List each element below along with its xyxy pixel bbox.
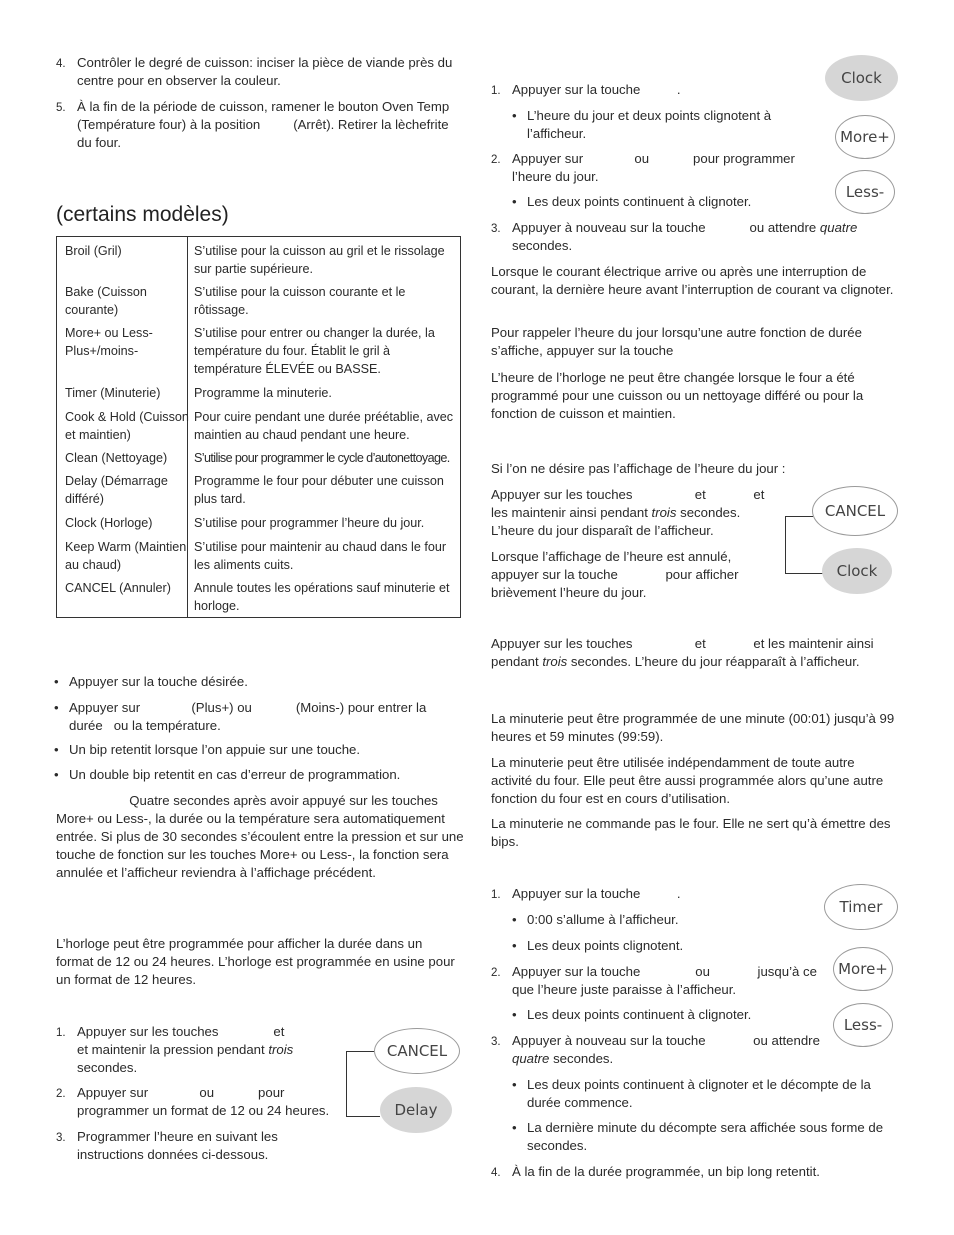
paragraph: La minuterie peut être utilisée indépendamment de toute autre activité du four. Elle peut être aussi programmée alors qu’une autre fonction du four est en cours d’utilisation. xyxy=(491,755,884,806)
table-desc: S’utilise pour programmer le cycle d’autonettoyage. xyxy=(194,451,450,465)
table-desc: S’utilise pour maintenir au chaud dans le four les aliments cuits. xyxy=(194,540,447,572)
text-emphasis: trois xyxy=(651,505,677,520)
text-part: pendant xyxy=(491,654,543,669)
step-number: 1. xyxy=(491,85,501,97)
step-number: 1. xyxy=(56,1027,66,1039)
step-text xyxy=(77,1041,367,1059)
step-text: Contrôler le degré de cuisson: inciser la pièce de viande près du centre pour en observer la couleur. xyxy=(77,55,453,88)
step-number: 2. xyxy=(56,1088,66,1100)
table-key: Broil (Gril) xyxy=(65,244,122,258)
step-number: 3. xyxy=(56,1132,66,1144)
step-text: Programmer l’heure en suivant les xyxy=(77,1129,278,1144)
timer-button[interactable]: Timer xyxy=(824,884,898,930)
clock-format-paragraph: L’horloge peut être programmée pour afficher la durée dans un format de 12 ou 24 heures. L’horloge est programmée en usine pour un format de 12 heures. xyxy=(56,936,455,987)
step-text: Appuyer sur les touches et xyxy=(77,1024,285,1039)
bracket-line xyxy=(785,573,823,574)
step-text-part: et maintenir la pression pendant xyxy=(77,1042,269,1057)
step-number: 3. xyxy=(491,223,501,235)
step-text: Appuyer à nouveau sur la touche ou attendre xyxy=(512,1033,820,1048)
bullet-item: • Les deux points continuent à clignoter. xyxy=(527,1006,807,1024)
step-text-emphasis: quatre xyxy=(819,220,858,235)
text-emphasis: trois xyxy=(542,654,568,669)
bracket-line xyxy=(346,1116,380,1117)
step-number: 4. xyxy=(56,58,66,70)
more-button[interactable]: More+ xyxy=(833,947,893,991)
step-text: Appuyer sur ou pour programmer l’heure du jour. xyxy=(512,151,799,184)
bullet-item: • Les deux points continuent à clignoter. xyxy=(527,193,797,211)
paragraph: Lorsque le courant électrique arrive ou après une interruption de courant, la dernière heure avant l’interruption de courant va clignoter. xyxy=(491,264,894,297)
step-number: 4. xyxy=(491,1167,501,1179)
paragraph: La minuterie ne commande pas le four. Elle ne sert qu’à émettre des bips. xyxy=(491,816,891,849)
bullet-item: • Un double bip retentit en cas d’erreur de programmation. xyxy=(69,766,459,784)
step-text: instructions données ci-dessous. xyxy=(77,1147,269,1162)
less-button[interactable]: Less- xyxy=(833,1003,893,1047)
step-text-emphasis: quatre xyxy=(512,1051,550,1066)
step-text-part: secondes. xyxy=(512,238,573,253)
cancel-button[interactable]: CANCEL xyxy=(812,486,898,536)
bracket-line xyxy=(346,1051,374,1052)
bullet-item: • 0:00 s’allume à l’afficheur. xyxy=(527,911,807,929)
table-key: Clean (Nettoyage) xyxy=(65,451,168,465)
table-key: Cook & Hold (Cuisson et maintien) xyxy=(65,410,189,442)
step-number: 2. xyxy=(491,154,501,166)
table-desc: S’utilise pour la cuisson au gril et le rissolage sur partie supérieure. xyxy=(194,244,445,276)
paragraph-line: appuyer sur la touche pour afficher xyxy=(491,567,739,582)
text-part: secondes. L’heure du jour réapparaît à l’afficheur. xyxy=(567,654,860,669)
step-text: À la fin de la période de cuisson, ramener le bouton Oven Temp (Température four) à la position (Arrêt). Retirer la lèchefrite du four. xyxy=(77,99,453,150)
paragraph: L’heure de l’horloge ne peut être changée lorsque le four a été programmé pour une cuisson ou un nettoyage différé ou pour la fonction de cuisson et maintien. xyxy=(491,370,864,421)
text-part: les maintenir ainsi pendant xyxy=(491,505,652,520)
bracket-line xyxy=(346,1051,347,1117)
more-button[interactable]: More+ xyxy=(835,115,895,159)
table-desc: Pour cuire pendant une durée préétablie, avec maintien au chaud pendant une heure. xyxy=(194,410,454,442)
text-part: secondes. xyxy=(676,505,741,520)
step-text: secondes. xyxy=(77,1060,138,1075)
table-key: Delay (Démarrage différé) xyxy=(65,474,168,506)
step-number: 5. xyxy=(56,102,66,114)
bullet-item: • L’heure du jour et deux points clignotent à l’afficheur. xyxy=(527,107,797,143)
table-key: Bake (Cuisson courante) xyxy=(65,285,147,317)
paragraph-line xyxy=(491,653,911,671)
step-text: Appuyer sur ou pour xyxy=(77,1085,285,1100)
paragraph-line: Lorsque l’affichage de l’heure est annulé, xyxy=(491,549,732,564)
bullet-item: • Un bip retentit lorsque l’on appuie sur une touche. xyxy=(69,741,459,759)
table-key: More+ ou Less- Plus+/moins- xyxy=(65,326,153,358)
clock-button[interactable]: Clock xyxy=(825,55,898,101)
paragraph: Pour rappeler l’heure du jour lorsqu’une autre fonction de durée s’affiche, appuyer sur la touche xyxy=(491,325,862,358)
paragraph-line: Appuyer sur les touches et et les maintenir ainsi xyxy=(491,636,874,651)
table-key: Clock (Horloge) xyxy=(65,516,153,530)
table-desc: S’utilise pour la cuisson courante et le rôtissage. xyxy=(194,285,406,317)
bullet-item: • Les deux points clignotent. xyxy=(527,937,807,955)
cancel-button[interactable]: CANCEL xyxy=(374,1028,460,1074)
paragraph-line: brièvement l’heure du jour. xyxy=(491,585,647,600)
step-number: 1. xyxy=(491,889,501,901)
less-button[interactable]: Less- xyxy=(835,170,895,214)
clock-button[interactable]: Clock xyxy=(822,548,892,594)
bullet-item: • Les deux points continuent à clignoter et le décompte de la durée commence. xyxy=(527,1076,897,1112)
section-heading: (certains modèles) xyxy=(56,203,229,226)
paragraph-line: L’heure du jour disparaît de l’afficheur. xyxy=(491,523,714,538)
step-text: programmer un format de 12 ou 24 heures. xyxy=(77,1103,330,1118)
table-key: Keep Warm (Maintien au chaud) xyxy=(65,540,187,572)
table-desc: Annule toutes les opérations sauf minuterie et horloge. xyxy=(194,581,450,613)
step-text-part: secondes. xyxy=(549,1051,614,1066)
step-text-emphasis: trois xyxy=(268,1042,294,1057)
step-text xyxy=(512,219,892,255)
paragraph: La minuterie peut être programmée de une minute (00:01) jusqu’à 99 heures et 59 minutes (99:59). xyxy=(491,711,895,744)
table-desc: S’utilise pour entrer ou changer la durée, la température du four. Établit le gril à température ÉLEVÉE ou BASSE. xyxy=(194,326,435,376)
step-text: que l’heure juste paraisse à l’afficheur. xyxy=(512,982,737,997)
step-number: 3. xyxy=(491,1036,501,1048)
paragraph-line: Appuyer sur les touches et et xyxy=(491,487,765,502)
step-text: Appuyer sur la touche ou jusqu’à ce xyxy=(512,964,817,979)
bracket-line xyxy=(785,516,813,517)
step-text-part: Appuyer à nouveau sur la touche ou attendre xyxy=(512,220,820,235)
bracket-line xyxy=(785,516,786,574)
paragraph: Si l’on ne désire pas l’affichage de l’heure du jour : xyxy=(491,461,786,476)
step-text: À la fin de la durée programmée, un bip long retentit. xyxy=(512,1164,820,1179)
paragraph-line xyxy=(491,504,781,522)
table-desc: Programme le four pour débuter une cuisson plus tard. xyxy=(194,474,444,506)
delay-button[interactable]: Delay xyxy=(380,1087,452,1133)
step-text: Appuyer sur la touche . xyxy=(512,82,681,97)
controls-table xyxy=(56,236,461,618)
bullet-item: • Appuyer sur (Plus+) ou (Moins-) pour entrer la durée ou la température. xyxy=(69,699,449,735)
table-key: CANCEL (Annuler) xyxy=(65,581,171,595)
note-paragraph: Quatre secondes après avoir appuyé sur les touches More+ ou Less-, la durée ou la température sera automatiquement entrée. Si plus de 30 secondes s’écoulent entre la pression et sur une touche de fonction sur les touches More+ ou Less-, la fonction sera annulée et l’afficheur reviendra à l’affichage précédent. xyxy=(56,793,468,880)
step-text: Appuyer sur la touche . xyxy=(512,886,681,901)
table-key: Timer (Minuterie) xyxy=(65,386,161,400)
table-desc: S’utilise pour programmer l’heure du jour. xyxy=(194,516,425,530)
step-text xyxy=(512,1050,822,1068)
step-number: 2. xyxy=(491,967,501,979)
bullet-item: • Appuyer sur la touche désirée. xyxy=(69,673,459,691)
bullet-item: • La dernière minute du décompte sera affichée sous forme de secondes. xyxy=(527,1119,897,1155)
table-desc: Programme la minuterie. xyxy=(194,386,332,400)
